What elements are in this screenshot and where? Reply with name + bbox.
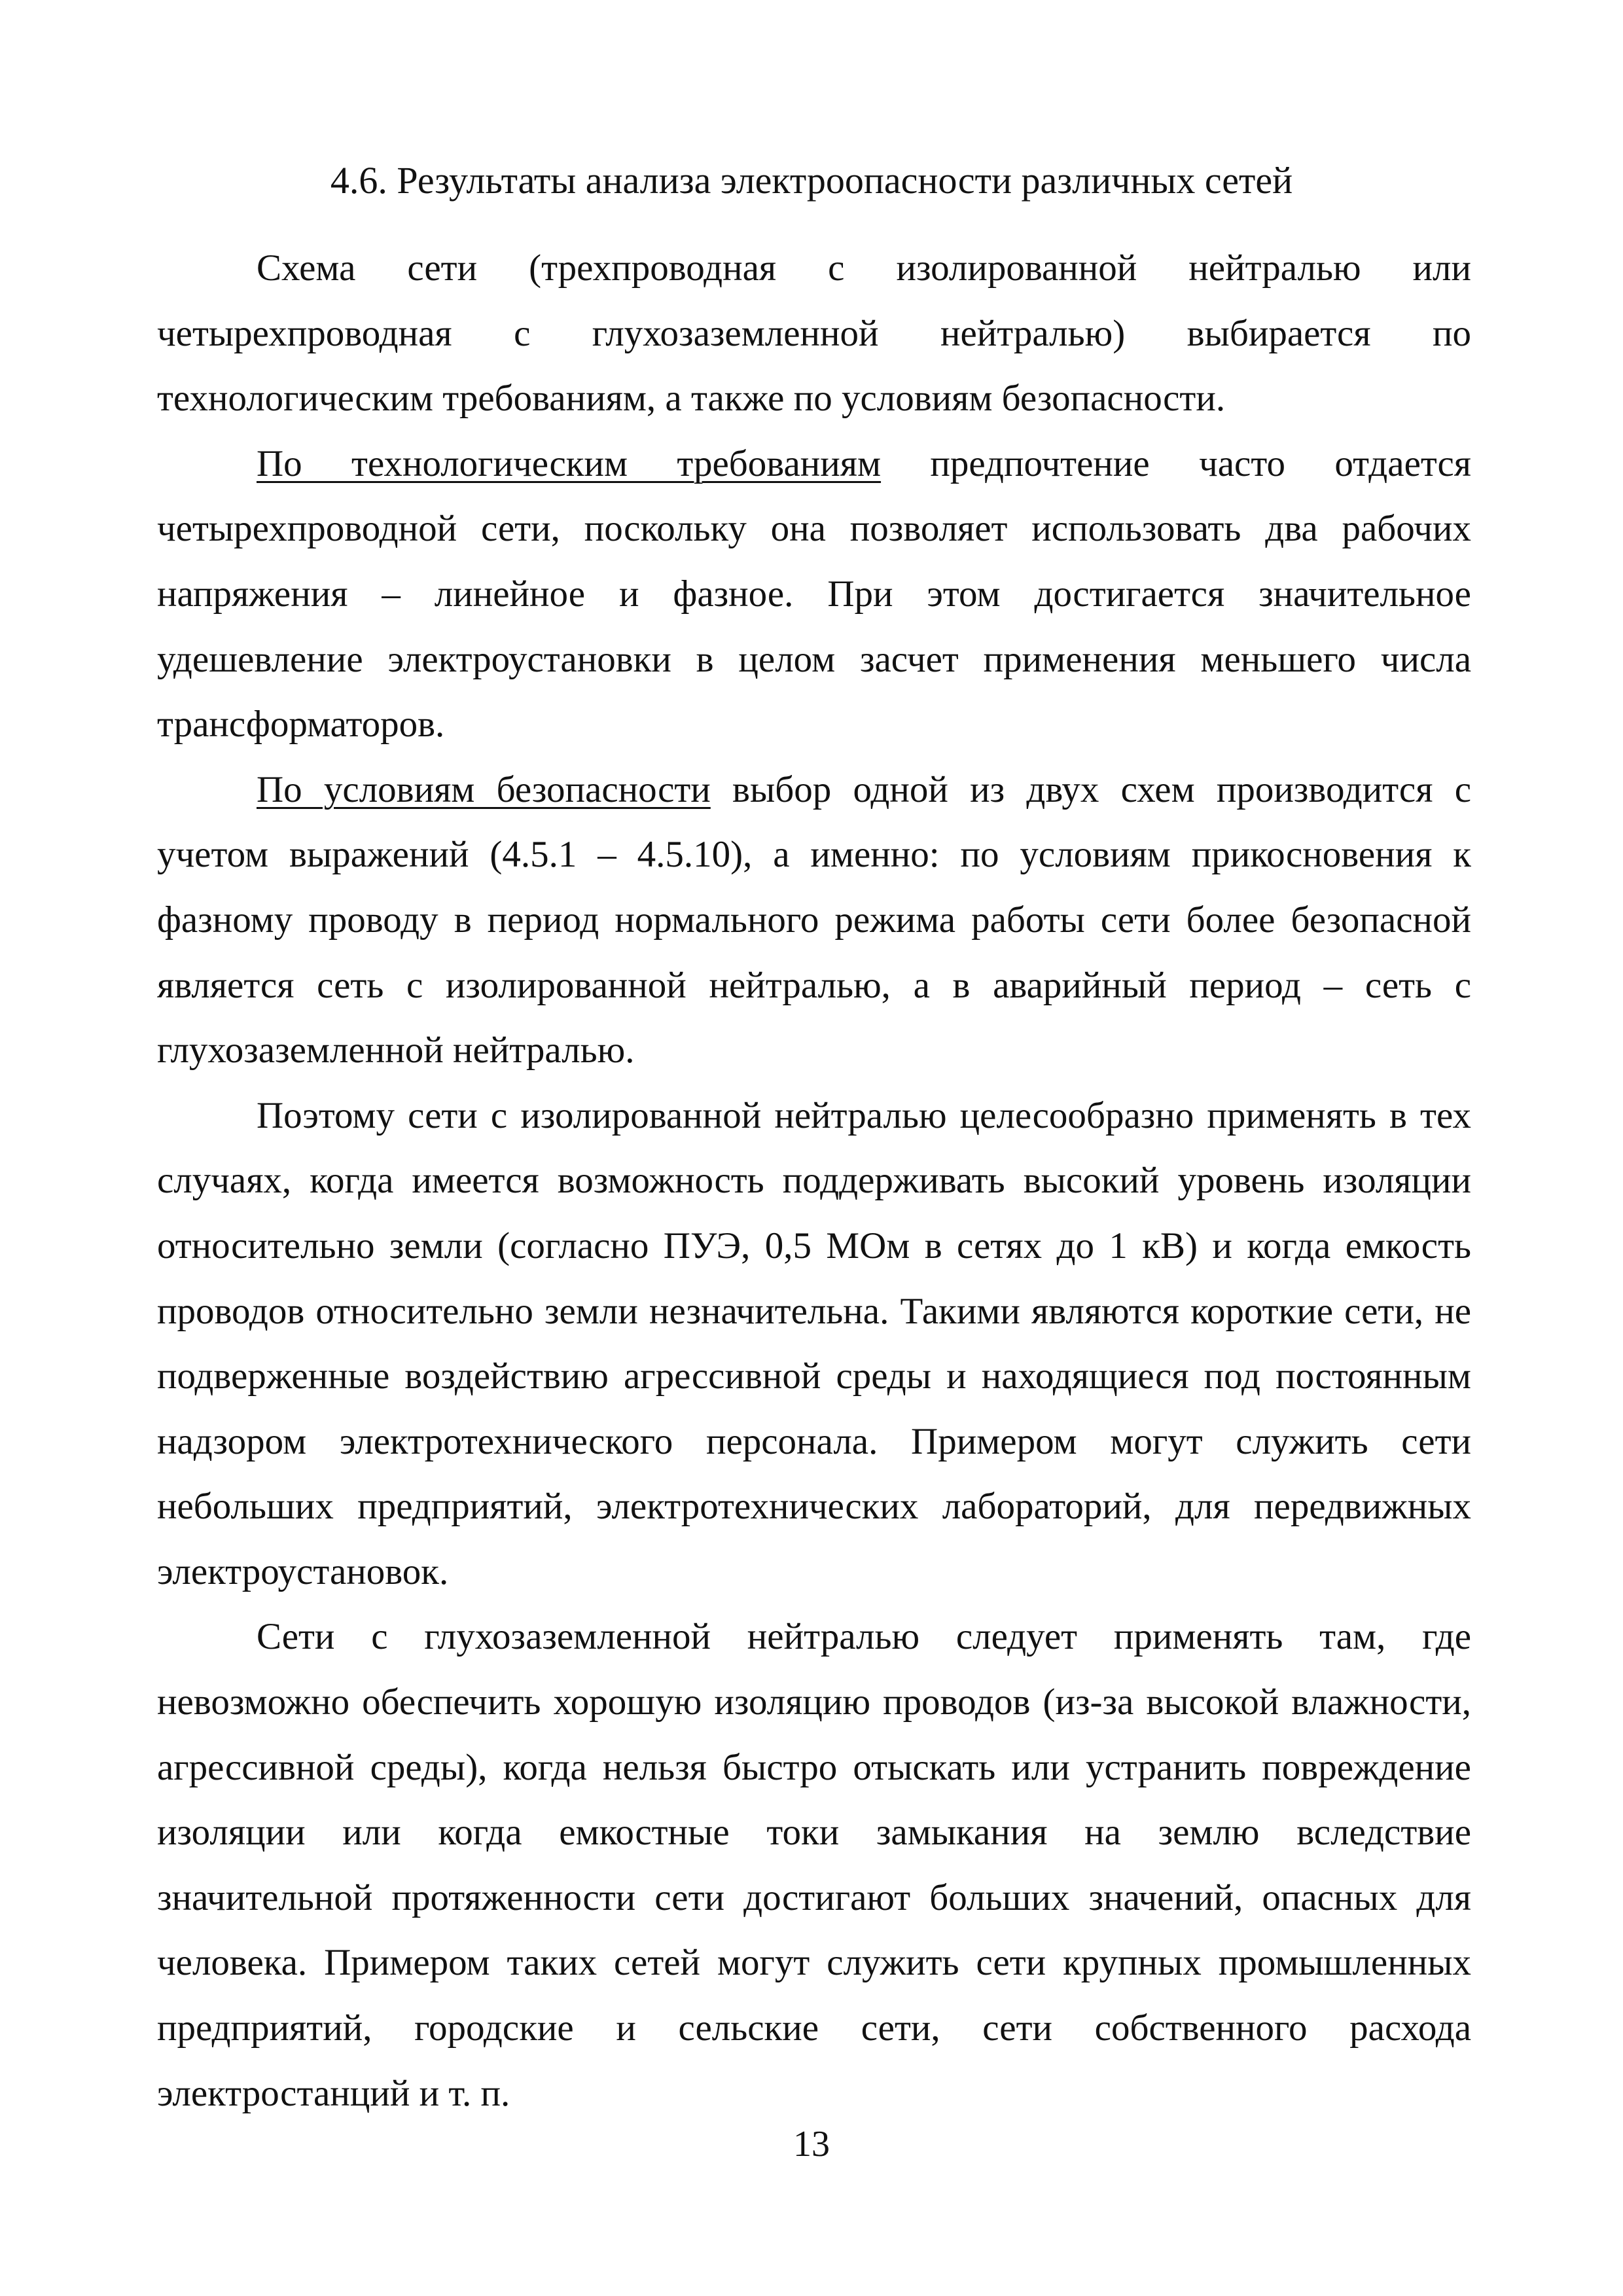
paragraph-text: Сети с глухозаземленной нейтралью следует применять там, где невозможно обеспечить хорошую изоляцию проводов (из-за высокой влажности, агрессивной среды), когда нельзя быстро отыскать или устранить повреждение изоляции или когда емкостные токи замыкания на землю вследствие значительной протяженности сети достигают больших значений, опасных для человека. Примером таких сетей могут служить сети крупных промышленных предприятий, городские и сельские сети, сети собственного расхода электростанций и т. п. [157, 1616, 1471, 2114]
underlined-term: По условиям безопасности [257, 768, 711, 810]
paragraph-isolated-neutral [157, 1083, 1471, 1605]
underlined-term: По технологическим требованиям [257, 442, 882, 484]
paragraph-safety-conditions [157, 757, 1471, 1083]
paragraph-text: предпочтение часто отдается четырехпроводной сети, поскольку она позволяет использовать два рабочих напряжения – линейное и фазное. При этом достигается значительное удешевление электроустановки в целом засчет применения меньшего числа трансформаторов. [157, 442, 1471, 745]
body-text [157, 236, 1471, 2126]
paragraph-technological-requirements [157, 431, 1471, 757]
paragraph-text: Схема сети (трехпроводная с изолированной нейтралью или четырехпроводная с глухозаземленной нейтралью) выбирается по технологическим требованиям, а также по условиям безопасности. [157, 247, 1471, 420]
paragraph-network-scheme [157, 236, 1471, 431]
section-heading: 4.6. Результаты анализа электроопасности различных сетей [330, 159, 1293, 202]
paragraph-grounded-neutral [157, 1604, 1471, 2126]
page-number: 13 [793, 2124, 830, 2164]
paragraph-text: выбор одной из двух схем производится с учетом выражений (4.5.1 – 4.5.10), а именно: по условиям прикосновения к фазному проводу в период нормального режима работы сети более безопасной является сеть с изолированной нейтралью, а в аварийный период – сеть с глухозаземленной нейтралью. [157, 768, 1471, 1071]
paragraph-text: Поэтому сети с изолированной нейтралью целесообразно применять в тех случаях, когда имеется возможность поддерживать высокий уровень изоляции относительно земли (согласно ПУЭ, 0,5 МОм в сетях до 1 кВ) и когда емкость проводов относительно земли незначительна. Такими являются короткие сети, не подверженные воздействию агрессивной среды и находящиеся под постоянным надзором электротехнического персонала. Примером могут служить сети небольших предприятий, электротехнических лабораторий, для передвижных электроустановок. [157, 1094, 1471, 1592]
